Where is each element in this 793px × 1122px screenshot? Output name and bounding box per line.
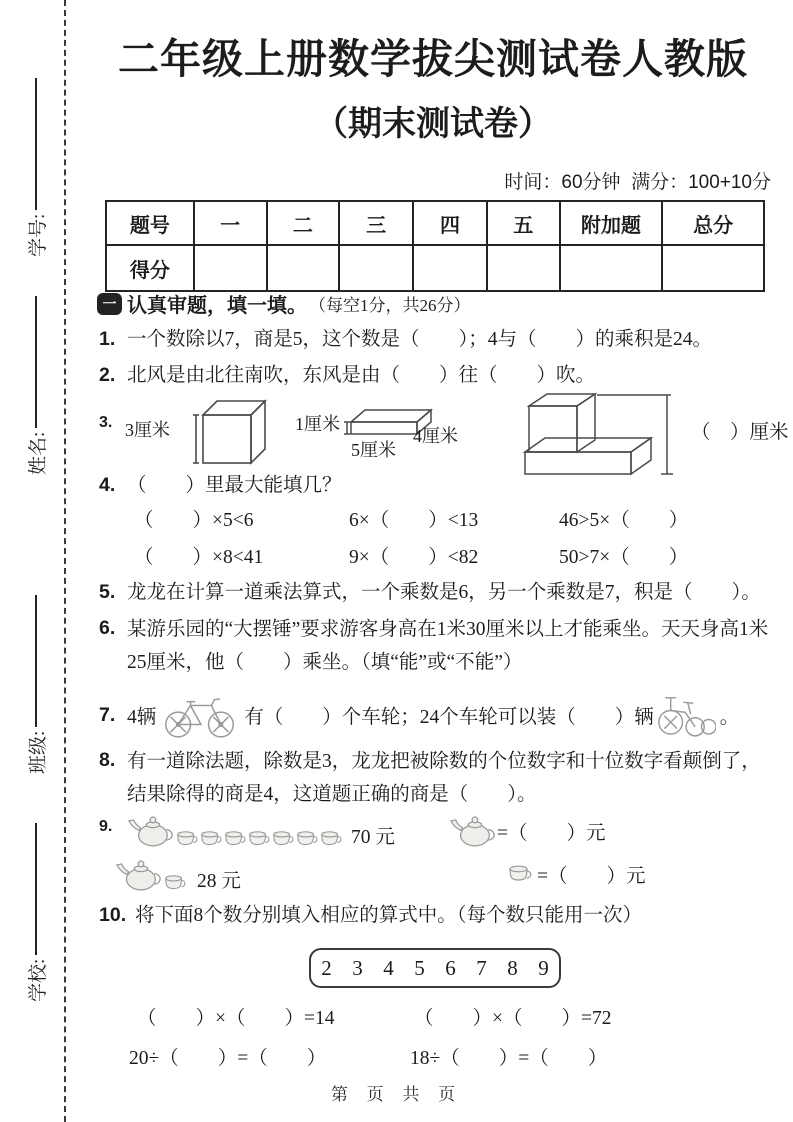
name-label: 姓名: [27,431,49,475]
score-cell [339,245,413,291]
question-5 [99,577,775,608]
question-10-row-2 [99,1042,775,1074]
question-5-text: 龙龙在计算一道乘法算式，一个乘数是6，另一个乘数是7，积是（ ）。 [127,582,761,603]
class-field [8,566,64,774]
slab-height-label: 1厘米 [295,414,340,434]
score-table-header-3: 三 [339,201,413,245]
question-8-number: 8. [99,749,116,771]
student-id-label: 学号: [27,213,49,257]
q10-equation: 18÷（ ）=（ ） [410,1048,608,1069]
question-4-row-1 [99,504,775,534]
question-4-number: 4. [99,474,116,496]
score-table-header-2: 二 [267,201,340,245]
number-choice: 4 [383,955,394,980]
question-6 [99,613,775,679]
score-cell [487,245,560,291]
question-1-text: 一个数除以7，商是5，这个数是（ ）；4与（ ）的乘积是24。 [127,329,713,350]
score-row-label: 得分 [106,245,194,291]
question-10-row-1 [99,1002,775,1034]
q4-blank-expression: 9×（ ）<82 [349,547,479,568]
question-9-line-2 [99,856,775,896]
page-subtitle: （期末测试卷） [314,105,552,143]
question-7-text-part2: 有（ ）个车轮；24个车轮可以装（ ）辆 [244,707,654,728]
number-choice: 9 [538,955,549,980]
number-choice: 5 [414,955,425,980]
question-4-text: （ ）里最大能填几？ [127,475,342,496]
q4-blank-expression: （ ）×8<41 [134,547,264,568]
school-field [8,798,64,1002]
teapot-price-blank: =（ ）元 [497,822,606,844]
score-table-header-bonus: 附加题 [560,201,663,245]
number-choice: 7 [476,955,487,980]
section-one-badge-icon: 一 [97,293,122,315]
question-7-text-part3: 。 [719,707,740,728]
name-blank-line [35,296,37,428]
name-field [8,285,64,475]
teacup-icon [199,829,223,849]
score-table-header-4: 四 [413,201,487,245]
score-cell [194,245,267,291]
question-4 [99,470,775,501]
stacked-blocks-figure [519,392,679,480]
student-id-field [8,73,64,257]
teapot-equation [449,812,606,849]
score-cell [560,245,663,291]
question-2 [99,360,775,391]
score-table-header-total: 总分 [662,201,764,245]
q4-blank-expression: （ ）×5<6 [134,510,254,531]
question-7 [99,686,775,744]
school-blank-line [35,823,37,955]
question-2-number: 2. [99,364,116,386]
class-label: 班级: [27,730,49,774]
score-table-header-5: 五 [487,201,560,245]
score-cell [413,245,487,291]
time-score-info: 时间：60分钟 满分：100+10分 [504,172,771,193]
teacup-icon [223,829,247,849]
teacup-icon [507,863,533,885]
question-1 [99,324,775,355]
teacup-icon [295,829,319,849]
pair-price-label: 28 元 [197,871,241,892]
teapot-icon [449,812,497,849]
teapot-icon [115,856,163,893]
section-one-header [97,289,471,318]
dashed-cut-line [64,0,66,1122]
q10-equation: 20÷（ ）=（ ） [129,1048,327,1069]
score-table [105,200,765,292]
number-choice: 3 [352,955,363,980]
cube-figure [191,394,269,466]
question-7-number: 7. [99,703,116,726]
slab-width-label: 4厘米 [413,426,458,446]
number-choices-box [309,948,561,988]
q4-blank-expression: 46>5×（ ） [559,510,689,531]
question-7-text-part1: 4辆 [127,707,157,728]
teacup-icon [319,829,343,849]
teapot-and-cups-group [127,812,395,849]
section-one-points-note: （每空1分，共26分） [309,296,471,315]
question-8 [99,745,775,811]
question-3 [99,392,789,474]
cup-price-blank: =（ ）元 [537,866,646,887]
page-title: 二年级上册数学拔尖测试卷人教版 [118,36,748,82]
bicycle-icon [162,690,238,740]
teapot-icon [127,812,175,849]
question-10-text: 将下面8个数分别填入相应的算式中。（每个数只能用一次） [135,905,643,926]
question-1-number: 1. [99,328,116,350]
question-9-number: 9. [99,818,113,835]
question-10 [99,900,775,931]
question-8-text: 有一道除法题，除数是3，龙龙把被除数的个位数字和十位数字看颠倒了，结果除得的商是4，这道题正确的商是（ ）。 [127,751,761,805]
question-2-text: 北风是由北往南吹，东风是由（ ）往（ ）吹。 [127,365,596,386]
score-table-header-1: 一 [194,201,267,245]
number-choice: 8 [507,955,518,980]
q10-equation: （ ）×（ ）=14 [137,1008,335,1029]
question-4-row-2 [99,541,775,571]
q4-blank-expression: 50>7×（ ） [559,547,689,568]
page-footer: 第 页 共 页 [330,1085,463,1104]
q4-blank-expression: 6×（ ）<13 [349,510,479,531]
question-9-line-1 [99,810,775,854]
teacup-icon [163,873,187,893]
number-choice: 2 [321,955,332,980]
teapot-cup-group [115,856,241,893]
teacup-icon [271,829,295,849]
number-choice: 6 [445,955,456,980]
question-6-text: 某游乐园的“大摆锤”要求游客身高在1米30厘米以上才能乘坐。天天身高1米25厘米，他（ ）乘坐。（填“能”或“不能”） [127,619,769,673]
score-table-header-timu: 题号 [106,201,194,245]
teacup-icon [175,829,199,849]
stack-height-blank-label: （ ）厘米 [691,422,789,443]
school-label: 学校: [27,958,49,1002]
question-6-number: 6. [99,617,116,639]
cube-edge-label: 3厘米 [125,420,170,440]
student-id-blank-line [35,78,37,210]
question-3-number: 3. [99,414,113,431]
slab-length-label: 5厘米 [351,440,396,460]
score-cell [267,245,340,291]
question-5-number: 5. [99,581,116,603]
tricycle-icon [658,690,716,740]
section-one-title: 认真审题，填一填。 [127,295,307,317]
question-10-number: 10. [99,904,127,926]
class-blank-line [35,595,37,727]
q10-equation: （ ）×（ ）=72 [414,1008,612,1029]
score-cell [662,245,764,291]
set-price-label: 70 元 [351,827,395,848]
cup-equation [507,860,646,888]
teacup-icon [247,829,271,849]
